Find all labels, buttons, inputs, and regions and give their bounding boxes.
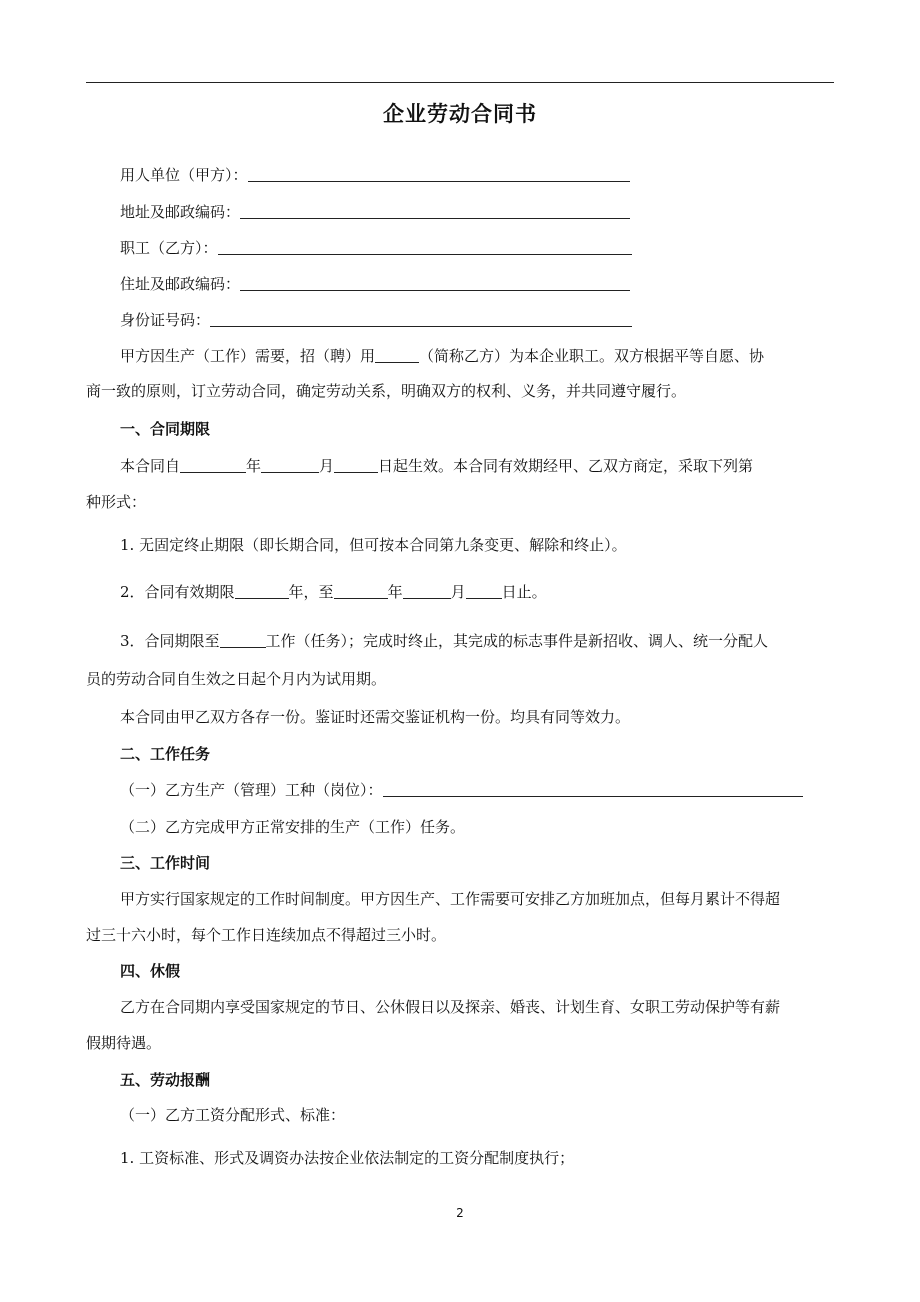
id-number-field [120, 310, 632, 330]
s1-item-2-a: 2．合同有效期限 [120, 583, 235, 601]
s2-item-2: （二）乙方完成甲方正常安排的生产（工作）任务。 [120, 818, 466, 836]
end-year-blank[interactable] [334, 583, 388, 599]
s3-line-2: 过三十六小时，每个工作日连续加点不得超过三小时。 [86, 926, 447, 944]
section-4-heading: 四、休假 [120, 962, 181, 980]
employer-address-field [120, 202, 630, 222]
s1-item-2-d: 月 [450, 583, 466, 601]
end-day-blank[interactable] [466, 583, 502, 599]
employer-address-label: 地址及邮政编码： [120, 203, 241, 221]
s5-item-1-1: 1. 工资标准、形式及调资办法按企业依法制定的工资分配制度执行； [120, 1149, 575, 1167]
s2-item-1-label: （一）乙方生产（管理）工种（岗位）： [120, 781, 383, 799]
section-2-heading: 二、工作任务 [120, 745, 211, 763]
position-blank[interactable] [383, 781, 803, 797]
s1-text-a: 本合同自 [120, 457, 181, 475]
section-1-heading: 一、合同期限 [120, 420, 211, 438]
s1-year-label: 年 [246, 457, 262, 475]
id-number-blank[interactable] [210, 311, 632, 327]
intro-text-a: 甲方因生产（工作）需要，招（聘）用 [120, 347, 376, 365]
employee-blank[interactable] [218, 239, 632, 255]
start-day-blank[interactable] [334, 457, 378, 473]
s1-item-2-b: 年，至 [288, 583, 334, 601]
employee-field [120, 238, 632, 258]
s1-item-3-b: 工作（任务）；完成时终止，其完成的标志事件是新招收、调人、统一分配人 [265, 632, 769, 650]
document-title: 企业劳动合同书 [383, 102, 537, 126]
s1-item-2-e: 日止。 [501, 583, 547, 601]
intro-line-1 [120, 346, 764, 366]
task-blank[interactable] [220, 632, 266, 648]
s1-item-1: 1. 无固定终止期限（即长期合同，但可按本合同第九条变更、解除和终止）。 [120, 536, 627, 554]
s1-line-1 [120, 456, 753, 476]
term-years-blank[interactable] [235, 583, 289, 599]
s1-item-2-c: 年 [387, 583, 403, 601]
intro-line-2: 商一致的原则，订立劳动合同，确定劳动关系，明确双方的权利、义务，并共同遵守履行。 [86, 382, 687, 400]
employee-address-blank[interactable] [240, 275, 630, 291]
id-number-label: 身份证号码： [120, 311, 211, 329]
s4-line-2: 假期待遇。 [86, 1034, 162, 1052]
s1-item-3-a: 3．合同期限至 [120, 632, 220, 650]
employee-label: 职工（乙方）： [120, 239, 218, 257]
employer-blank[interactable] [248, 166, 630, 182]
s5-item-1: （一）乙方工资分配形式、标准： [120, 1106, 346, 1124]
s1-item-3-cont: 员的劳动合同自生效之日起个月内为试用期。 [86, 670, 387, 688]
section-5-heading: 五、劳动报酬 [120, 1071, 211, 1089]
employee-address-field [120, 274, 630, 294]
employer-field [120, 165, 630, 185]
page-number: 2 [456, 1206, 464, 1220]
employee-name-blank[interactable] [375, 347, 419, 363]
end-month-blank[interactable] [403, 583, 451, 599]
section-3-heading: 三、工作时间 [120, 854, 211, 872]
intro-text-b: （简称乙方）为本企业职工。双方根据平等自愿、协 [419, 347, 765, 365]
s1-month-label: 月 [319, 457, 335, 475]
s4-line-1: 乙方在合同期内享受国家规定的节日、公休假日以及探亲、婚丧、计划生育、女职工劳动保护等有薪 [120, 998, 781, 1016]
start-month-blank[interactable] [261, 457, 319, 473]
s2-item-1 [120, 780, 803, 800]
s1-copies-text: 本合同由甲乙双方各存一份。鉴证时还需交鉴证机构一份。均具有同等效力。 [120, 708, 631, 726]
s1-text-b: 日起生效。本合同有效期经甲、乙双方商定，采取下列第 [378, 457, 754, 475]
s1-line-2: 种形式： [86, 493, 147, 511]
start-year-blank[interactable] [180, 457, 246, 473]
s3-line-1: 甲方实行国家规定的工作时间制度。甲方因生产、工作需要可安排乙方加班加点，但每月累计不得超 [120, 890, 781, 908]
employer-address-blank[interactable] [240, 203, 630, 219]
employer-label: 用人单位（甲方）： [120, 166, 248, 184]
header-rule [86, 82, 834, 83]
s1-item-2 [120, 582, 547, 602]
employee-address-label: 住址及邮政编码： [120, 275, 241, 293]
s1-item-3 [120, 631, 768, 651]
